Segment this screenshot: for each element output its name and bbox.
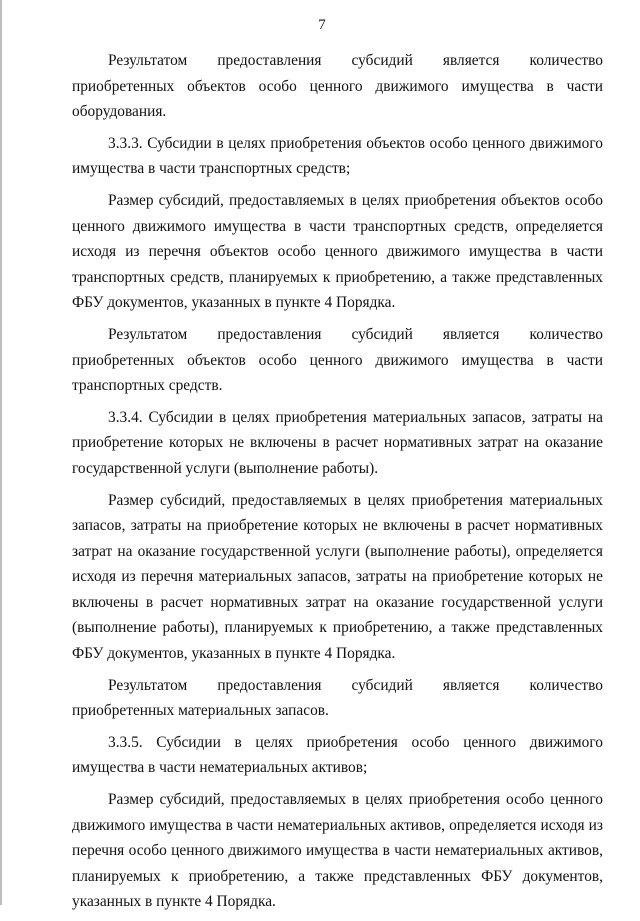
paragraph-materials-size: Размер субсидий, предоставляемых в целях приобретения материальных запасов, затраты на приобретение которых не включены в расчет нормативных затрат на оказание государственной услуги (выполнение работы), определяется исходя из перечня материальных запасов, затраты на приобретение которых не включены в расчет нормативных затрат на оказание государственной услуги (выполнение работы), планируемых к приобретению, а также представленных ФБУ документов, указанных в пункте 4 Порядка. — [72, 491, 603, 663]
paragraph-result-equipment: Результатом предоставления субсидий является количество приобретенных объектов особо ценного движимого имущества в части оборудования. — [72, 52, 603, 121]
document-body — [72, 48, 603, 921]
paragraph-transport-size: Размер субсидий, предоставляемых в целях приобретения объектов особо ценного движимого имущества в части транспортных средств, определяется исходя из перечня объектов особо ценного движимого имущества в части транспортных средств, планируемых к приобретению, а также представленных ФБУ документов, указанных в пункте 4 Порядка. — [72, 191, 603, 312]
paragraph-3-3-3-heading: 3.3.3. Субсидии в целях приобретения объектов особо ценного движимого имущества в части транспортных средств; — [72, 134, 603, 178]
page-number: 7 — [318, 17, 326, 33]
paragraph-intangible-size: Размер субсидий, предоставляемых в целях приобретения особо ценного движимого имущества в части нематериальных активов, определяется исходя из перечня особо ценного движимого имущества в части нематериальных активов, планируемых к приобретению, а также представленных ФБУ документов, указанных в пункте 4 Порядка. — [72, 791, 603, 911]
paragraph-3-3-5-heading: 3.3.5. Субсидии в целях приобретения особо ценного движимого имущества в части нематериальных активов; — [72, 733, 603, 777]
paragraph-result-transport: Результатом предоставления субсидий является количество приобретенных объектов особо ценного движимого имущества в части транспортных средств. — [72, 325, 603, 395]
paragraph-result-materials: Результатом предоставления субсидий является количество приобретенных материальных запасов. — [72, 676, 603, 720]
paragraph-3-3-4-heading: 3.3.4. Субсидии в целях приобретения материальных запасов, затраты на приобретение которых не включены в расчет нормативных затрат на оказание государственной услуги (выполнение работы). — [72, 408, 603, 477]
